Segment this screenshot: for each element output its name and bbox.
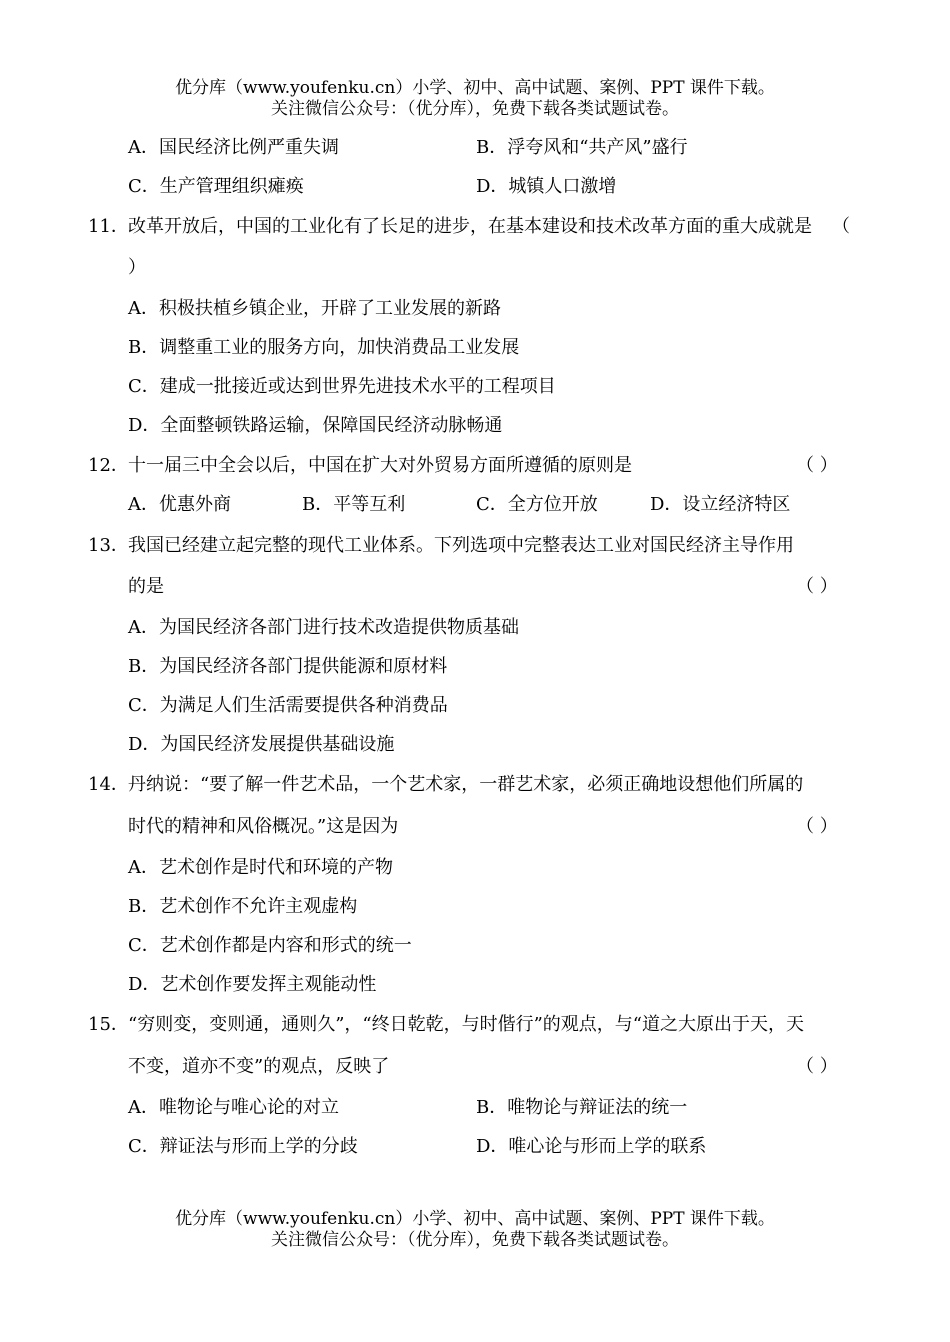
q15-answer-paren: （ ） (796, 1056, 838, 1077)
page-header-line-1: 优分库（www.youfenku.cn）小学、初中、高中试题、案例、PPT 课件下载。 (175, 78, 775, 98)
q10-option-d: D．城镇人口激增 (476, 176, 617, 197)
q13-option-c: C．为满足人们生活需要提供各种消费品 (128, 695, 448, 716)
q12-stem: 十一届三中全会以后，中国在扩大对外贸易方面所遵循的原则是 (128, 455, 632, 476)
q13-stem-line-1: 我国已经建立起完整的现代工业体系。下列选项中完整表达工业对国民经济主导作用 (128, 535, 794, 556)
page-header-line-2: 关注微信公众号：（优分库），免费下载各类试题试卷。 (271, 99, 679, 119)
q14-stem-line-2: 时代的精神和风俗概况。”这是因为 (128, 816, 399, 837)
q10-option-a: A．国民经济比例严重失调 (128, 137, 339, 158)
q15-number: 15． (88, 1014, 129, 1035)
q13-number: 13． (88, 535, 129, 556)
q13-option-a: A．为国民经济各部门进行技术改造提供物质基础 (128, 617, 519, 638)
q15-option-d: D．唯心论与形而上学的联系 (476, 1136, 707, 1157)
q15-stem-line-1: “穷则变，变则通，通则久”，“终日乾乾，与时偕行”的观点，与“道之大原出于天，天 (128, 1014, 805, 1035)
q10-option-c: C．生产管理组织瘫痪 (128, 176, 304, 197)
q11-option-c: C．建成一批接近或达到世界先进技术水平的工程项目 (128, 376, 556, 397)
q12-option-d: D．设立经济特区 (650, 494, 791, 515)
q11-option-b: B．调整重工业的服务方向，加快消费品工业发展 (128, 337, 520, 358)
q11-stem: 改革开放后，中国的工业化有了长足的进步，在基本建设和技术改革方面的重大成就是 (128, 216, 812, 237)
q15-stem-line-2: 不变，道亦不变”的观点，反映了 (128, 1056, 390, 1077)
q15-option-a: A．唯物论与唯心论的对立 (128, 1097, 339, 1118)
q12-option-c: C．全方位开放 (476, 494, 598, 515)
q12-number: 12． (88, 455, 129, 476)
q14-stem-line-1: 丹纳说：“要了解一件艺术品，一个艺术家，一群艺术家，必须正确地设想他们所属的 (128, 774, 804, 795)
q13-option-b: B．为国民经济各部门提供能源和原材料 (128, 656, 448, 677)
q15-option-b: B．唯物论与辩证法的统一 (476, 1097, 688, 1118)
q12-option-b: B．平等互利 (302, 494, 406, 515)
q14-number: 14． (88, 774, 129, 795)
page-footer-line-1: 优分库（www.youfenku.cn）小学、初中、高中试题、案例、PPT 课件下载。 (175, 1209, 775, 1229)
q14-option-d: D．艺术创作要发挥主观能动性 (128, 974, 377, 995)
q11-option-d: D．全面整顿铁路运输，保障国民经济动脉畅通 (128, 415, 503, 436)
q10-option-b: B．浮夸风和“共产风”盛行 (476, 137, 688, 158)
q12-answer-paren: （ ） (796, 455, 838, 476)
q14-answer-paren: （ ） (796, 816, 838, 837)
q14-option-a: A．艺术创作是时代和环境的产物 (128, 857, 393, 878)
q14-option-c: C．艺术创作都是内容和形式的统一 (128, 935, 412, 956)
q14-option-b: B．艺术创作不允许主观虚构 (128, 896, 358, 917)
q13-option-d: D．为国民经济发展提供基础设施 (128, 734, 395, 755)
q11-number: 11． (88, 216, 129, 237)
q13-stem-line-2: 的是 (128, 576, 164, 597)
q12-option-a: A．优惠外商 (128, 494, 231, 515)
q13-answer-paren: （ ） (796, 576, 838, 597)
q11-option-a: A．积极扶植乡镇企业，开辟了工业发展的新路 (128, 298, 501, 319)
q15-option-c: C．辩证法与形而上学的分歧 (128, 1136, 358, 1157)
page-footer-line-2: 关注微信公众号：（优分库），免费下载各类试题试卷。 (271, 1230, 679, 1250)
q11-paren-open: （ (832, 216, 850, 237)
q11-paren-close: ） (128, 257, 146, 278)
